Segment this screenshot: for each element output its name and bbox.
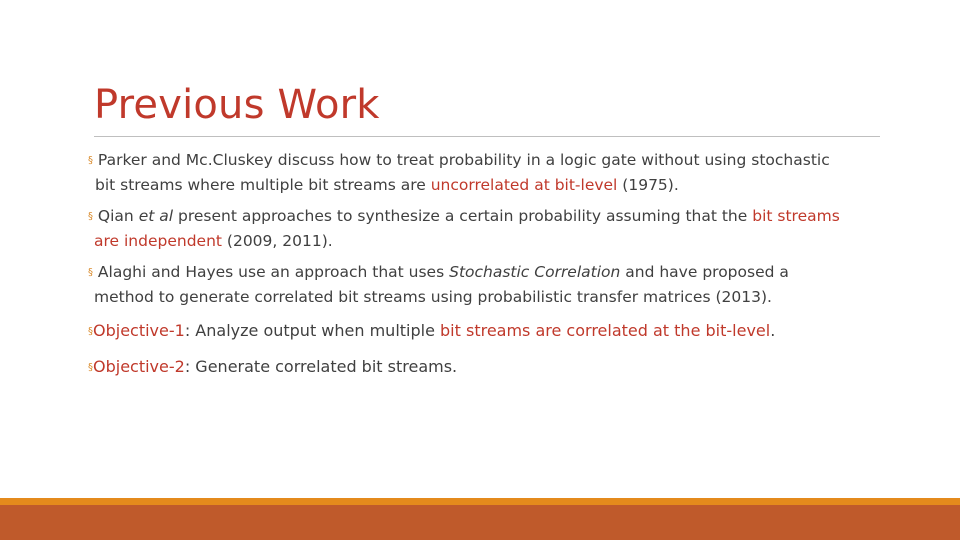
highlight-text: bit streams are correlated at the bit-level — [440, 321, 771, 340]
objective-label: Objective-2 — [93, 357, 185, 376]
bullet-text: (1975). — [617, 176, 679, 194]
title-divider — [94, 136, 880, 137]
bullet-text: method to generate correlated bit streams using probabilistic transfer matrices (2013). — [94, 288, 772, 306]
italic-text: Stochastic Correlation — [449, 263, 621, 281]
slide-title: Previous Work — [94, 82, 380, 128]
italic-text: et al — [138, 207, 174, 225]
bullet-text: Parker and Mc.Cluskey discuss how to treat probability in a logic gate without using stochastic — [93, 151, 830, 169]
bullet-qian — [0, 205, 840, 253]
bullet-objective-2 — [0, 355, 800, 381]
footer-accent-bar — [0, 498, 960, 505]
objective-label: Objective-1 — [93, 321, 185, 340]
highlight-text: bit streams — [752, 207, 840, 225]
bullet-marker-icon: § — [88, 326, 93, 337]
bullet-alaghi-hayes — [0, 261, 800, 309]
bullet-text: (2009, 2011). — [221, 232, 333, 250]
bullet-marker-icon: § — [88, 362, 93, 373]
footer-bar — [0, 505, 960, 540]
bullet-marker-icon: § — [88, 211, 93, 222]
bullet-parker-mccluskey — [0, 149, 830, 197]
bullet-text: bit streams where multiple bit streams are — [95, 176, 431, 194]
highlight-text: are independent — [94, 232, 222, 250]
bullet-line — [0, 230, 800, 253]
bullet-line — [0, 174, 800, 197]
highlight-text: uncorrelated at bit-level — [430, 176, 618, 194]
bullet-text: : Analyze output when multiple — [184, 321, 441, 340]
bullet-text: Alaghi and Hayes use an approach that uses — [93, 263, 450, 281]
bullet-line — [0, 261, 800, 286]
bullet-text: Qian — [93, 207, 139, 225]
bullet-text: . — [770, 321, 776, 340]
bullet-line — [0, 149, 830, 174]
bullet-line — [0, 355, 800, 381]
bullet-text: present approaches to synthesize a certain probability assuming that the — [173, 207, 753, 225]
bullet-marker-icon: § — [88, 155, 93, 166]
bullet-text: : Generate correlated bit streams. — [184, 357, 458, 376]
bullet-line — [0, 205, 840, 230]
bullet-objective-1 — [0, 319, 800, 345]
bullet-marker-icon: § — [88, 267, 93, 278]
bullet-text: and have proposed a — [620, 263, 789, 281]
bullet-line — [0, 286, 800, 309]
bullet-line — [0, 319, 800, 345]
